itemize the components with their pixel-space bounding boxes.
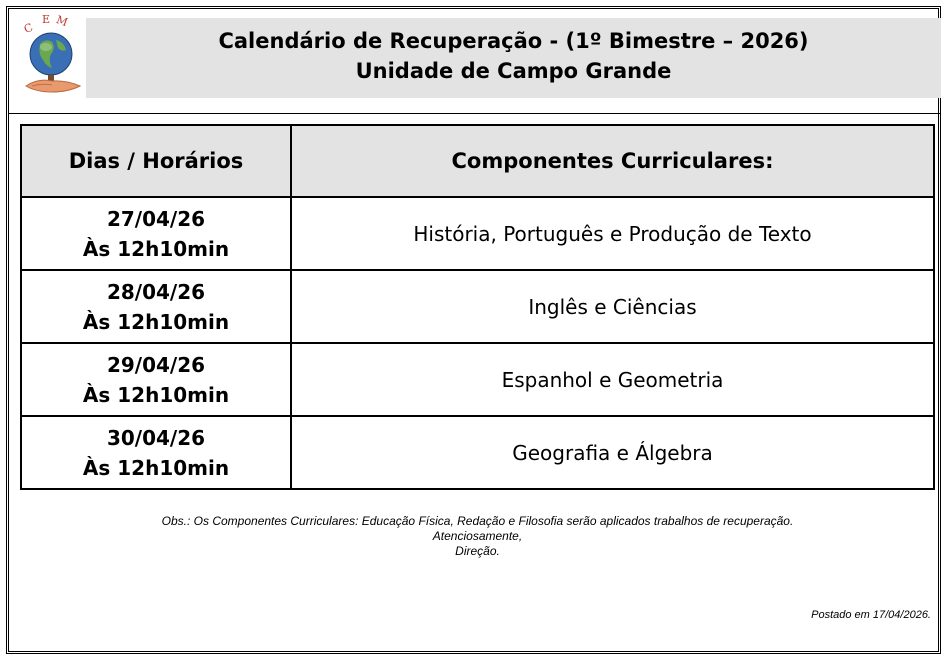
column-header-subjects: Componentes Curriculares: (291, 125, 934, 197)
globe-in-hand-icon (18, 14, 88, 96)
date-cell (21, 270, 291, 343)
table-row (21, 416, 934, 489)
table-row (21, 343, 934, 416)
logo-letter-c: C (21, 20, 35, 37)
schedule-table (20, 124, 935, 490)
closing-text: Atenciosamente, (432, 529, 523, 543)
row-time: Às 12h10min (82, 455, 230, 480)
title-box (86, 18, 941, 98)
date-cell (21, 197, 291, 270)
table-row (21, 197, 934, 270)
row-time: Às 12h10min (82, 309, 230, 334)
page-title: Calendário de Recuperação - (1º Bimestre – 2026) (218, 29, 809, 53)
row-date: 29/04/26 (106, 352, 206, 377)
subjects-cell: Geografia e Álgebra (291, 416, 934, 489)
notes (20, 514, 935, 559)
row-date: 28/04/26 (106, 279, 206, 304)
row-time: Às 12h10min (82, 236, 230, 261)
table-row (21, 270, 934, 343)
header-divider (8, 113, 941, 114)
table-header-row (21, 125, 934, 197)
logo-letter-e: E (42, 14, 51, 26)
page-subtitle: Unidade de Campo Grande (355, 59, 672, 83)
row-date: 30/04/26 (106, 425, 206, 450)
logo-letter-m: M (54, 14, 70, 30)
subjects-cell: História, Português e Produção de Texto (291, 197, 934, 270)
column-header-days: Dias / Horários (21, 125, 291, 197)
subjects-cell: Espanhol e Geometria (291, 343, 934, 416)
date-cell (21, 416, 291, 489)
school-logo (18, 14, 88, 96)
row-time: Às 12h10min (82, 382, 230, 407)
date-cell (21, 343, 291, 416)
row-date: 27/04/26 (106, 206, 206, 231)
header (14, 12, 937, 97)
posted-date: Postado em 17/04/2026. (811, 609, 931, 621)
signature-text: Direção. (455, 544, 500, 558)
subjects-cell: Inglês e Ciências (291, 270, 934, 343)
observation-text: Obs.: Os Componentes Curriculares: Educação Física, Redação e Filosofia serão aplicados trabalhos de recuperação. (161, 514, 794, 528)
